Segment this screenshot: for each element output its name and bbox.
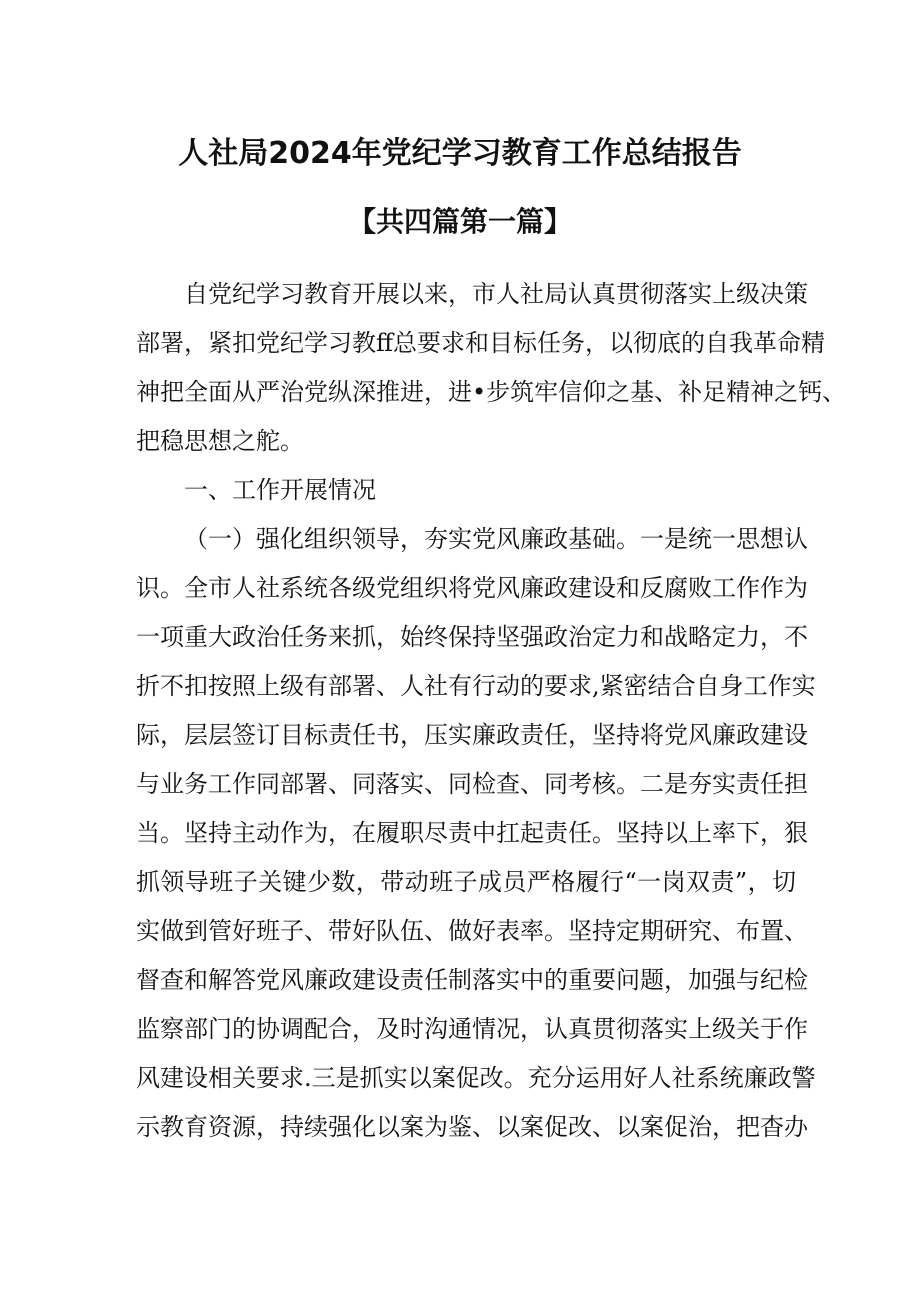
paragraph-line: 当。坚持主动作为，在履职尽责中扛起责任。坚持以上率下，狠 — [136, 819, 808, 847]
document-subtitle: 【共四篇第一篇】 — [347, 205, 572, 238]
paragraph-line: 监察部门的协调配合，及时沟通情况，认真贯彻落实上级关于作 — [136, 1015, 808, 1043]
paragraph-line: 抓领导班子关键少数，带动班子成员严格履行“一岗双责”，切 — [136, 868, 796, 896]
paragraph-line: 际，层层签订目标责任书，压实廉政责任，坚持将党风廉政建设 — [136, 721, 808, 749]
paragraph-line: 督查和解答党风廉政建设责任制落实中的重要问题，加强与纪检 — [136, 966, 808, 994]
paragraph-line: （一）强化组织领导，夯实党风廉政基础。一是统一思想认 — [184, 525, 808, 553]
paragraph-line: 神把全面从严治党纵深推进，进•步筑牢信仰之基、补足精神之钙、 — [136, 378, 847, 406]
paragraph-line: 部署，紧扣党纪学习教ff总要求和目标任务，以彻底的自我革命精 — [136, 329, 826, 357]
paragraph-line: 把稳思想之舵。 — [136, 427, 304, 455]
paragraph-line: 识。全市人社系统各级党组织将党风廉政建设和反腐败工作作为 — [136, 574, 808, 602]
paragraph-line: 实做到管好班子、带好队伍、做好表率。坚持定期研究、布置、 — [136, 917, 808, 945]
paragraph-line: 示教育资源，持续强化以案为鉴、以案促改、以案促治，把杳办 — [136, 1113, 808, 1141]
paragraph-line: 与业务工作同部署、同落实、同检查、同考核。二是夯实责任担 — [136, 770, 808, 798]
paragraph-line: 折不扣按照上级有部署、人社有行动的要求,紧密结合自身工作实 — [136, 672, 816, 700]
section-heading — [136, 466, 796, 515]
paragraph-organization — [136, 515, 816, 1152]
document-title: 人社局2024年党纪学习教育工作总结报告 — [178, 136, 742, 171]
paragraph-line: 风建设相关要求.三是抓实以案促改。充分运用好人社系统廉政警 — [136, 1064, 816, 1092]
section-heading-text: 一、工作开展情况 — [184, 476, 376, 504]
paragraph-line: 一项重大政治任务来抓，始终保持坚强政治定力和战略定力，不 — [136, 623, 808, 651]
paragraph-intro — [136, 270, 847, 466]
paragraph-line: 自党纪学习教育开展以来，市人社局认真贯彻落实上级决策 — [184, 280, 808, 308]
